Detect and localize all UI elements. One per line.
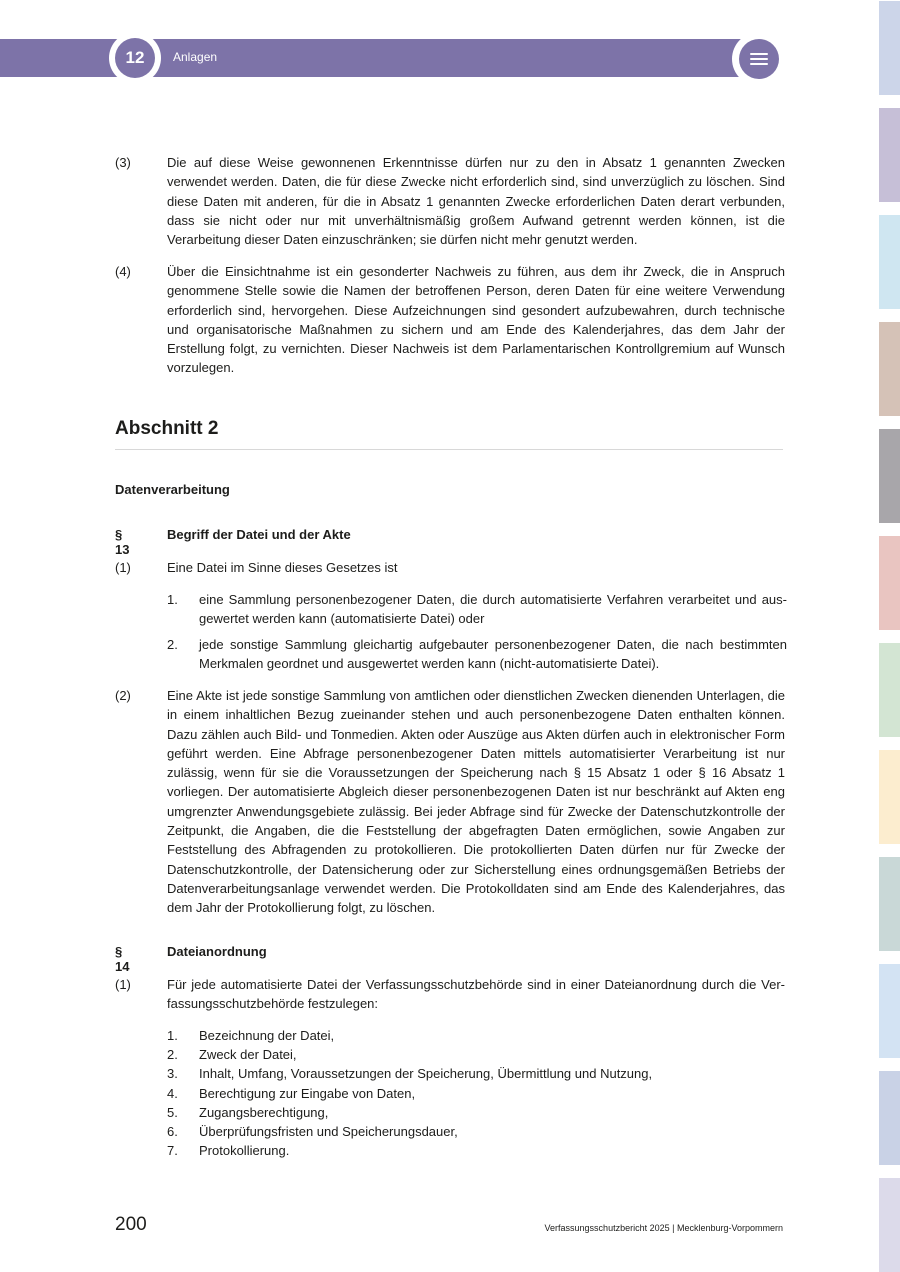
list-item-text: Protokollierung.: [199, 1143, 290, 1159]
list-item-text: Zweck der Datei,: [199, 1047, 297, 1063]
chapter-tab-2[interactable]: [879, 108, 900, 202]
section-title: Dateianordnung: [167, 944, 267, 959]
s14-paragraph-1: [115, 975, 785, 1014]
list-item: [167, 635, 787, 674]
section-number: § 14: [115, 944, 130, 974]
list-item-text: Bezeichnung der Datei,: [199, 1028, 335, 1043]
list-item-number: 5.: [167, 1104, 178, 1120]
section-subheading: Datenverarbeitung: [115, 482, 230, 497]
list-item: [167, 1141, 787, 1160]
chapter-tab-4[interactable]: [879, 322, 900, 416]
list-item-text: Inhalt, Umfang, Voraussetzungen der Speicherung, Übermittlung und Nutzung,: [199, 1066, 653, 1082]
list-item: [167, 590, 787, 629]
list-item: [167, 1103, 787, 1122]
list-item-number: 2.: [167, 1047, 178, 1063]
chapter-tab-11[interactable]: [879, 1071, 900, 1165]
paragraph-text: Eine Akte ist jede sonstige Sammlung von amtlichen oder dienstlichen Zwecken dienenden Unterlagen, die in einem inhaltlichen Bezug zueinander stehen und auch personenbezogene Daten enthalten können. Dazu zählen auch Bild- und Tonmedien. Akten oder Auszüge aus Akten dürfen auch in elektronischer Form geführt werden. Eine Abfrage personenbezogener Daten mittels automatisierter Verarbeitung ist nur zulässig, wenn für sie die Voraussetzungen der Speicherung nach § 15 Absatz 1 oder § 16 Absatz 1 vorliegen. Der automatisierte Abgleich dieser personenbezogenen Daten ist nur beschränkt auf Akten eng umgrenzter Anwendungsgebiete zulässig. Bei jeder Abfrage sind für Zwecke der Datenschutzkontrolle der Zeitpunkt, die Angaben, die die Feststellung der abgefragten Daten ermöglichen, sowie Angaben zur Feststellung des Abfragenden zu protokollieren. Die protokollierten Daten dürfen nur für Zwecke der Datenschutzkontrolle, der Datensicherung oder zur Sicherstellung eines ordnungsgemäßen Betriebs der Datenverarbeitungsanlage verwendet werden. Die Protokolldaten sind am Ende des Kalenderjahres, das dem Jahr der Protokollierung folgt, zu löschen.: [167, 688, 785, 916]
list-item: [167, 1122, 787, 1141]
list-item-text: jede sonstige Sammlung gleichartig aufgebauter personenbezogener Daten, die nach bestimmten Merkmalen geordnet und ausgewertet werden kann (nicht-automatisierte Datei).: [199, 637, 787, 672]
paragraph-number: (3): [115, 155, 131, 170]
paragraph-number: (1): [115, 977, 131, 992]
section-title: Begriff der Datei und der Akte: [167, 527, 351, 542]
list-item-text: Zugangsberechtigung,: [199, 1104, 329, 1120]
footer-text: Verfassungsschutzbericht 2025 | Mecklenburg-Vorpommern: [544, 1223, 783, 1233]
chapter-tab-10[interactable]: [879, 964, 900, 1058]
paragraph-text: Eine Datei im Sinne dieses Gesetzes ist: [167, 560, 398, 575]
chapter-badge: [109, 32, 161, 84]
section-divider: [115, 449, 783, 450]
chapter-title: Anlagen: [173, 50, 218, 64]
chapter-tab-5[interactable]: [879, 429, 900, 523]
list-item: [167, 1026, 787, 1045]
menu-button[interactable]: [732, 32, 786, 86]
paragraph-text: Über die Einsichtnahme ist ein gesonderter Nachweis zu führen, aus dem ihr Zweck, die in Anspruch genommene Stelle sowie die Namen der betroffenen Person, deren Daten für eine weitere Verwendung erforderlich sind, hervorgehen. Diese Aufzeichnungen sind gesondert aufzubewahren, durch technische und organisatorische Maßnahmen zu sichern und am Ende des Kalenderjahres, das dem Jahr der Erstellung folgt, zu vernichten. Dieser Nachweis ist dem Parlamentarischen Kontrollgremium auf Wunsch vorzulegen.: [167, 264, 785, 376]
chapter-number: 12: [115, 38, 155, 78]
list-item-text: Berechtigung zur Eingabe von Daten,: [199, 1085, 416, 1101]
paragraph-text: Die auf diese Weise gewonnenen Erkenntnisse dürfen nur zu den in Absatz 1 genannten Zwecken verwendet werden. Daten, die für diese Zwecke nicht erforderlich sind, sind unverzüglich zu löschen. Sind diese Daten mit anderen, für die in Absatz 1 genannten Zwecke erforderlichen Daten derart verbunden, dass sie nicht oder nur mit unverhältnismäßig großem Aufwand getrennt werden können, ist die Verarbeitung dieser Daten einzuschränken; sie dürfen nicht mehr genutzt werden.: [167, 155, 785, 248]
chapter-tab-1[interactable]: [879, 1, 900, 95]
list-item-text: eine Sammlung personenbezogener Daten, die durch automatisierte Verfahren verarbeitet und ausgewertet werden kann (automatisierte Datei) oder: [199, 592, 787, 627]
list-item-number: 6.: [167, 1124, 178, 1139]
list-item: [167, 1045, 787, 1064]
chapter-tab-8[interactable]: [879, 750, 900, 844]
list-item-number: 7.: [167, 1143, 178, 1159]
paragraph-number: (1): [115, 560, 131, 575]
list-item-number: 1.: [167, 1028, 178, 1043]
section-number: § 13: [115, 527, 130, 557]
s13-paragraph-2: [115, 686, 785, 918]
s13-paragraph-1: [115, 558, 785, 577]
list-item: [167, 1064, 787, 1083]
paragraph-text: Für jede automatisierte Datei der Verfassungsschutzbehörde sind in einer Dateianordnung durch die Verfassungsschutzbehörde festzulegen:: [167, 977, 785, 1012]
paragraph-number: (2): [115, 688, 131, 703]
list-item-text: Überprüfungsfristen und Speicherungsdauer,: [199, 1124, 458, 1139]
paragraph-number: (4): [115, 264, 131, 279]
list-item: [167, 1084, 787, 1103]
chapter-tab-6[interactable]: [879, 536, 900, 630]
chapter-tab-3[interactable]: [879, 215, 900, 309]
chapter-tab-9[interactable]: [879, 857, 900, 951]
page-number: 200: [115, 1214, 147, 1235]
paragraph-4: [115, 262, 785, 378]
list-item-number: 3.: [167, 1066, 178, 1082]
list-item-number: 1.: [167, 592, 178, 607]
section-heading: Abschnitt 2: [115, 418, 219, 439]
list-item-number: 4.: [167, 1085, 178, 1101]
paragraph-3: [115, 153, 785, 249]
list-item-number: 2.: [167, 637, 178, 652]
hamburger-menu-icon[interactable]: [739, 39, 779, 79]
chapter-tab-12[interactable]: [879, 1178, 900, 1272]
chapter-tab-7[interactable]: [879, 643, 900, 737]
